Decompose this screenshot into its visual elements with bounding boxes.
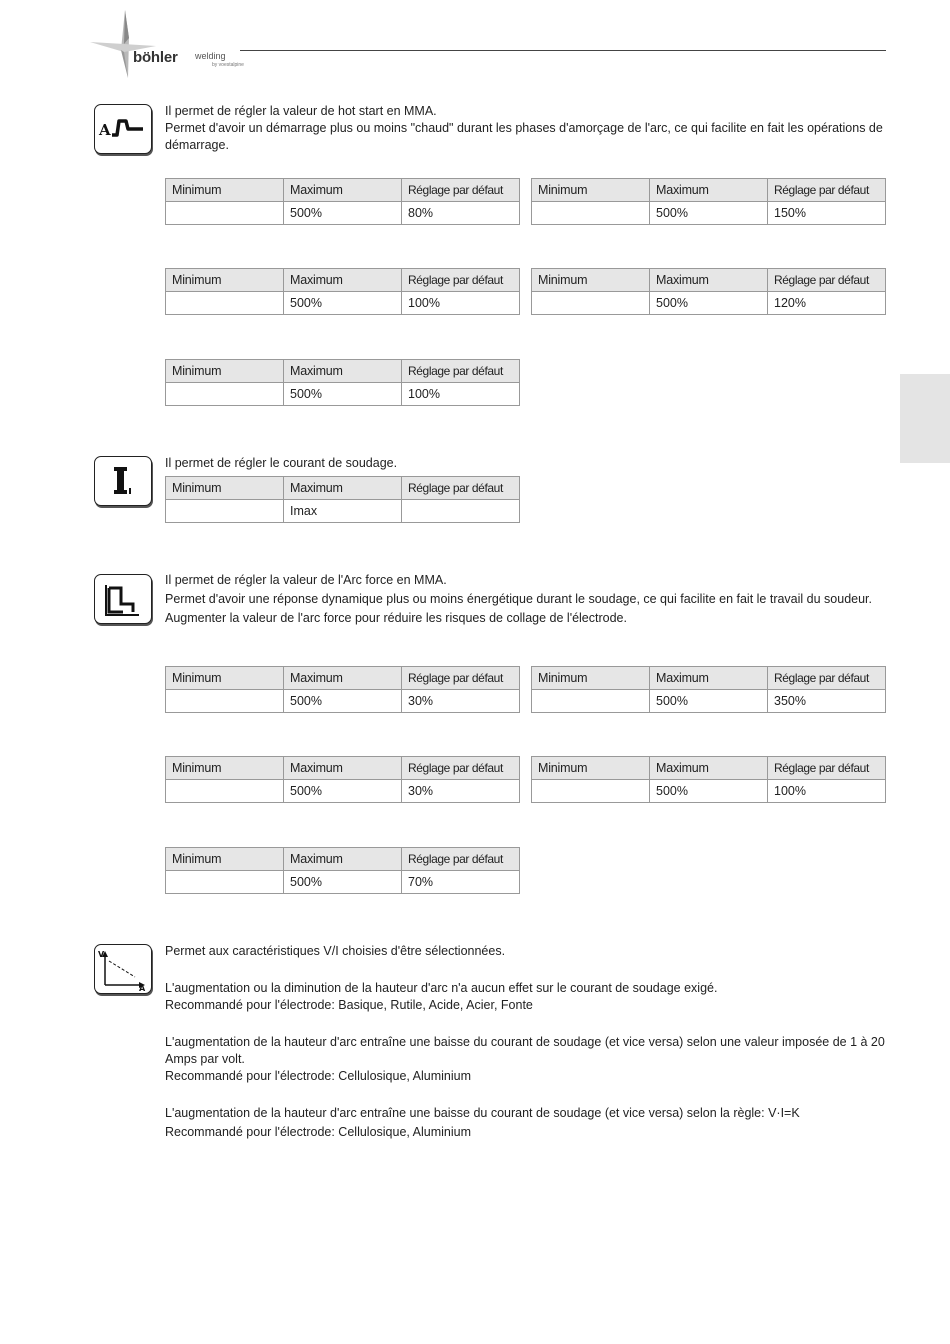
cell-min: [166, 871, 284, 894]
brand-name: böhler: [133, 49, 178, 66]
header-min: Minimum: [166, 848, 284, 871]
text-line: Permet d'avoir un démarrage plus ou moins "chaud" durant les phases d'amorçage de l'arc, ce qui facilite en fait les opérations de démarrage.: [165, 121, 883, 152]
welding-current-icon: [94, 456, 152, 506]
cell-default: 150%: [768, 202, 886, 225]
header-default: Réglage par défaut: [768, 269, 886, 292]
vi-characteristic-icon: [94, 944, 152, 994]
header-max: Maximum: [284, 667, 402, 690]
hot-start-table-3: [165, 268, 520, 315]
cell-min: [166, 292, 284, 315]
header-default: Réglage par défaut: [768, 757, 886, 780]
cell-max: 500%: [284, 292, 402, 315]
cell-default: 70%: [402, 871, 520, 894]
cell-min: [166, 383, 284, 406]
header-min: Minimum: [532, 269, 650, 292]
text-line: Recommandé pour l'électrode: Basique, Rutile, Acide, Acier, Fonte: [165, 998, 533, 1012]
cell-max: 500%: [284, 202, 402, 225]
cell-min: [532, 780, 650, 803]
hot-start-table-1: [165, 178, 520, 225]
current-description: [165, 455, 885, 472]
arc-force-table-2: [531, 666, 886, 713]
brand-sub: by voestalpine: [212, 62, 244, 68]
header-max: Maximum: [650, 269, 768, 292]
cell-min: [166, 780, 284, 803]
header-max: Maximum: [650, 179, 768, 202]
text-line: Il permet de régler le courant de soudage.: [165, 456, 398, 470]
header-max: Maximum: [284, 179, 402, 202]
header-default: Réglage par défaut: [402, 667, 520, 690]
text-line: L'augmentation de la hauteur d'arc entraîne une baisse du courant de soudage (et vice versa) selon la règle: V·I=K: [165, 1106, 800, 1120]
text-line: Permet d'avoir une réponse dynamique plus ou moins énergétique durant le soudage, ce qui facilite en fait le travail du soudeur.: [165, 592, 872, 606]
header-max: Maximum: [284, 360, 402, 383]
cell-max: 500%: [650, 292, 768, 315]
cell-default: [402, 500, 520, 523]
text-line: L'augmentation ou la diminution de la hauteur d'arc n'a aucun effet sur le courant de soudage exigé.: [165, 981, 718, 995]
text-line: Augmenter la valeur de l'arc force pour réduire les risques de collage de l'électrode.: [165, 611, 627, 625]
header-min: Minimum: [532, 179, 650, 202]
header-default: Réglage par défaut: [402, 179, 520, 202]
header-min: Minimum: [166, 360, 284, 383]
logo-star-icon: [88, 8, 248, 80]
cell-max: 500%: [284, 780, 402, 803]
cell-default: 350%: [768, 690, 886, 713]
arc-force-icon: [94, 574, 152, 624]
cell-min: [166, 202, 284, 225]
bohler-logo: [88, 8, 248, 80]
arc-force-table-1: [165, 666, 520, 713]
text-line: Recommandé pour l'électrode: Cellulosique, Aluminium: [165, 1069, 472, 1083]
current-table: [165, 476, 520, 523]
header-min: Minimum: [166, 667, 284, 690]
cell-default: 120%: [768, 292, 886, 315]
header-max: Maximum: [650, 757, 768, 780]
cell-default: 100%: [402, 292, 520, 315]
header-min: Minimum: [166, 477, 284, 500]
cell-default: 100%: [768, 780, 886, 803]
cell-max: 500%: [284, 690, 402, 713]
cell-max: Imax: [284, 500, 402, 523]
cell-max: 500%: [284, 383, 402, 406]
cell-max: 500%: [650, 202, 768, 225]
text-line: Permet aux caractéristiques V/I choisies d'être sélectionnées.: [165, 944, 506, 958]
arc-force-table-3: [165, 756, 520, 803]
header-default: Réglage par défaut: [768, 667, 886, 690]
hot-start-table-2: [531, 178, 886, 225]
a-axis-label: A: [139, 984, 146, 993]
header-min: Minimum: [166, 757, 284, 780]
cell-max: 500%: [284, 871, 402, 894]
header-max: Maximum: [284, 848, 402, 871]
header-default: Réglage par défaut: [768, 179, 886, 202]
header-default: Réglage par défaut: [402, 269, 520, 292]
side-tab-marker: [900, 374, 950, 463]
header-max: Maximum: [284, 757, 402, 780]
header-max: Maximum: [284, 477, 402, 500]
arc-force-description: [165, 572, 885, 627]
vi-description: [165, 943, 885, 1141]
header-min: Minimum: [166, 179, 284, 202]
text-line: Il permet de régler la valeur de l'Arc force en MMA.: [165, 573, 447, 587]
cell-default: 30%: [402, 780, 520, 803]
text-line: Recommandé pour l'électrode: Cellulosique, Aluminium: [165, 1125, 472, 1139]
cell-min: [166, 500, 284, 523]
header-default: Réglage par défaut: [402, 360, 520, 383]
arc-force-table-4: [531, 756, 886, 803]
cell-default: 100%: [402, 383, 520, 406]
header-min: Minimum: [166, 269, 284, 292]
cell-max: 500%: [650, 690, 768, 713]
cell-min: [532, 202, 650, 225]
svg-text:A: A: [99, 121, 111, 139]
header-min: Minimum: [532, 667, 650, 690]
hot-start-icon: [94, 104, 152, 154]
header-default: Réglage par défaut: [402, 477, 520, 500]
header-rule: [240, 50, 886, 51]
hot-start-table-5: [165, 359, 520, 406]
cell-min: [166, 690, 284, 713]
header-max: Maximum: [284, 269, 402, 292]
cell-max: 500%: [650, 780, 768, 803]
cell-min: [532, 292, 650, 315]
arc-force-table-5: [165, 847, 520, 894]
header-default: Réglage par défaut: [402, 848, 520, 871]
cell-default: 30%: [402, 690, 520, 713]
header-min: Minimum: [532, 757, 650, 780]
text-line: L'augmentation de la hauteur d'arc entraîne une baisse du courant de soudage (et vice versa) selon une valeur imposée de 1 à 20 Amps par volt.: [165, 1035, 885, 1066]
cell-min: [532, 690, 650, 713]
header-default: Réglage par défaut: [402, 757, 520, 780]
hot-start-description: [165, 103, 885, 154]
cell-default: 80%: [402, 202, 520, 225]
brand-suffix: welding: [195, 51, 226, 61]
hot-start-table-4: [531, 268, 886, 315]
header-max: Maximum: [650, 667, 768, 690]
text-line: Il permet de régler la valeur de hot start en MMA.: [165, 104, 437, 118]
v-axis-label: V: [98, 950, 105, 959]
